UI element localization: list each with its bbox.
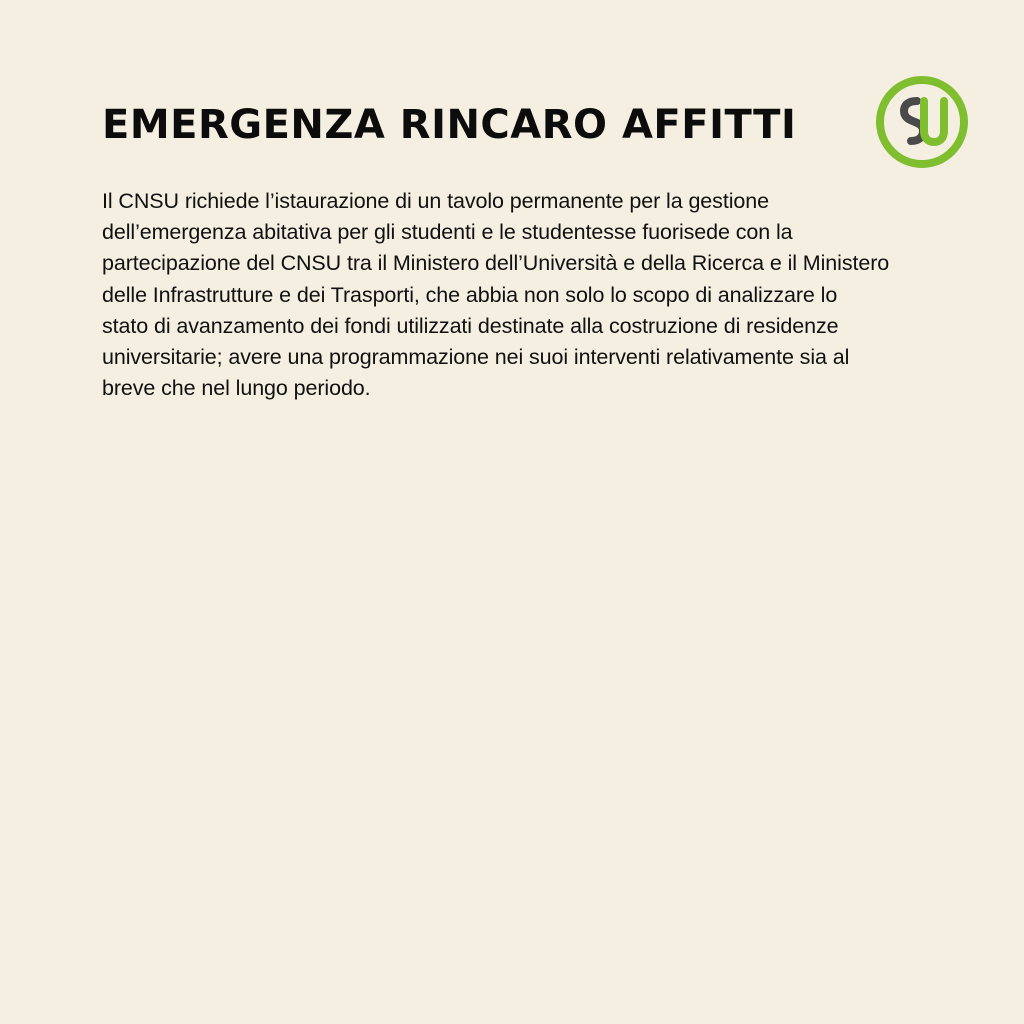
body-line: delle Infrastrutture e dei Trasporti, che abbia non solo lo scopo di analizzare lo xyxy=(102,282,838,307)
body-line: dell’emergenza abitativa per gli studenti e le studentesse fuorisede con la xyxy=(102,220,793,245)
body-line: universitarie; avere una programmazione nei suoi interventi relativamente sia al xyxy=(102,345,850,370)
body-line: Il CNSU richiede l’istaurazione di un tavolo permanente per la gestione xyxy=(102,189,769,213)
body-line: partecipazione del CNSU tra il Ministero dell’Università e della Ricerca e il Ministero xyxy=(102,251,890,276)
body-paragraph xyxy=(102,186,932,404)
body-line: breve che nel lungo periodo. xyxy=(102,376,371,401)
su-logo-icon xyxy=(874,74,970,170)
page-title: EMERGENZA RINCARO AFFITTI xyxy=(102,102,797,148)
body-line: stato di avanzamento dei fondi utilizzati destinate alla costruzione di residenze xyxy=(102,313,839,338)
